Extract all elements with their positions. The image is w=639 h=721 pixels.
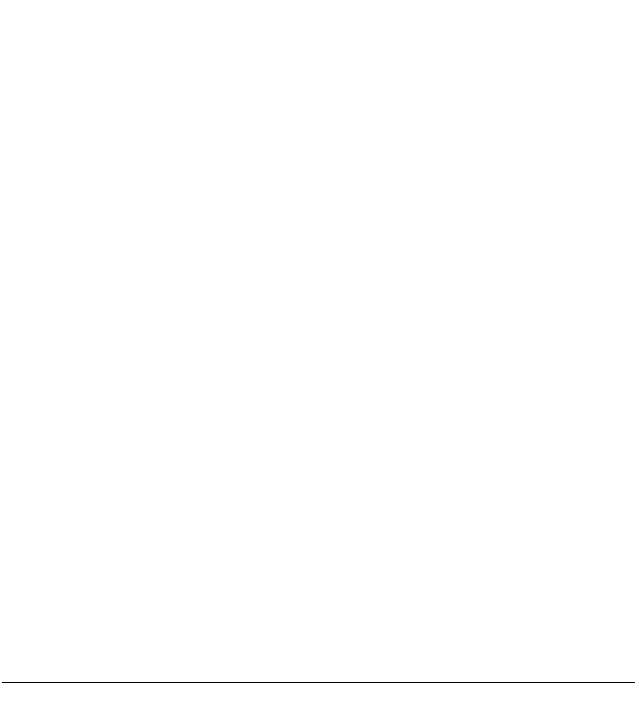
column-header: [2, 45, 635, 98]
table-title-line1: [4, 2, 52, 16]
footer-divider: [2, 682, 635, 683]
